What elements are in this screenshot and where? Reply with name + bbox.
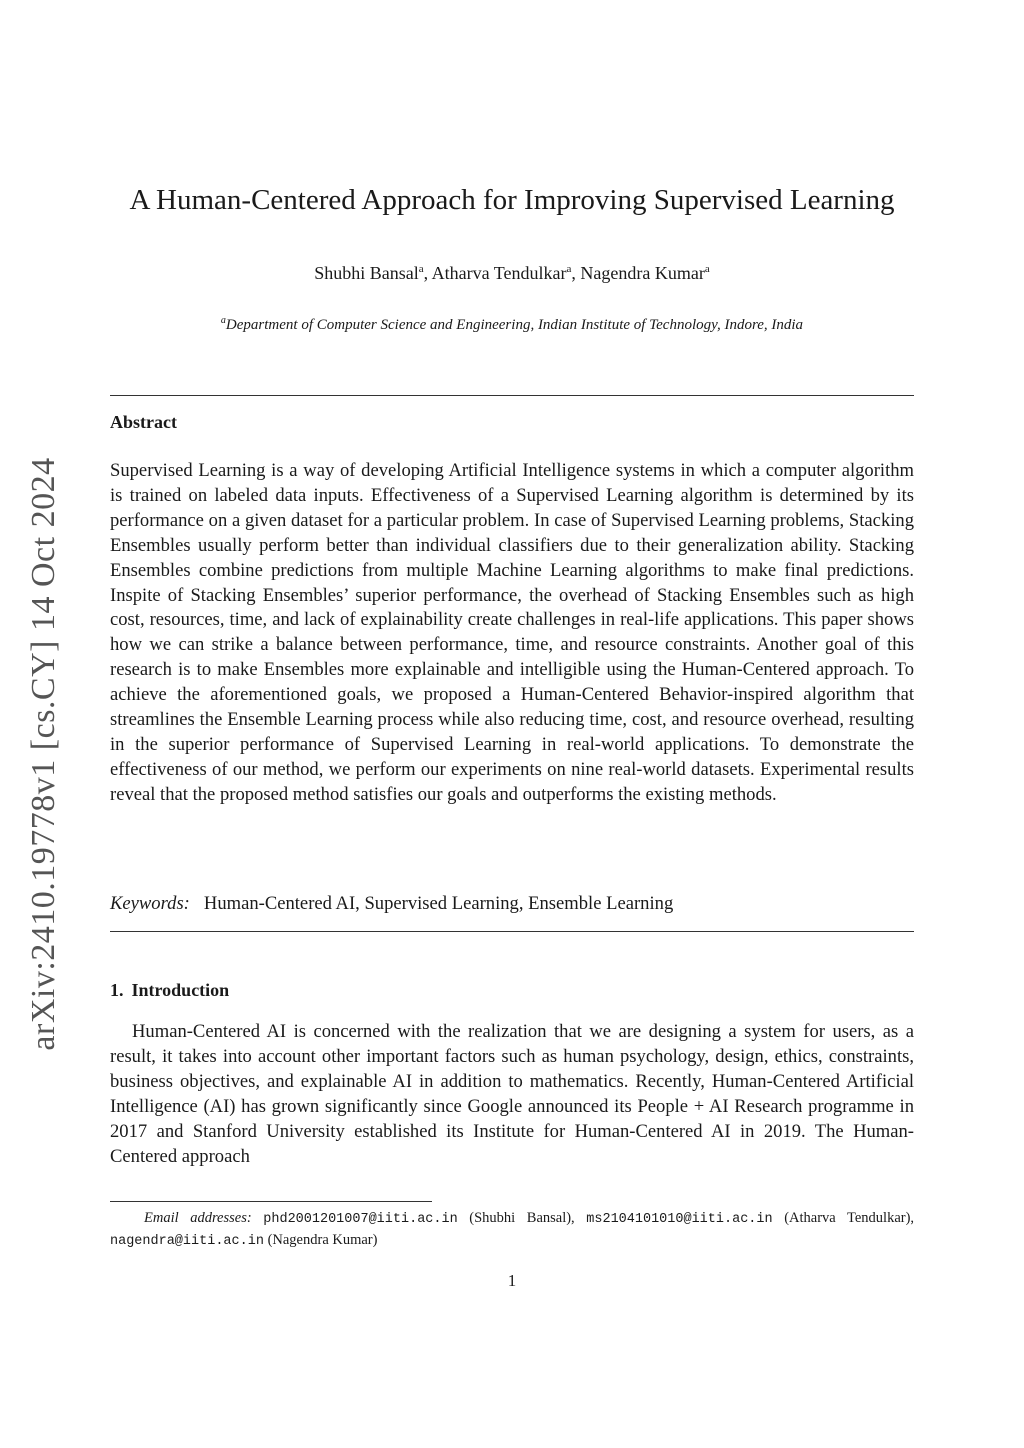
email-owner: (Shubhi Bansal),	[469, 1210, 575, 1226]
affiliation	[110, 315, 914, 334]
abstract-bottom-rule	[110, 931, 914, 932]
affiliation-text: Department of Computer Science and Engineering, Indian Institute of Technology, Indore, India	[225, 317, 804, 333]
introduction-text: Human-Centered AI is concerned with the realization that we are designing a system for users, as a result, it takes into account other important factors such as human psychology, design, ethics, constraints, business objectives, and explainable AI in addition to mathematics. Recently, Human-Centered Artificial Intelligence (AI) has grown significantly since Google announced its People + AI Research programme in 2017 and Stanford University established its Institute for Human-Centered AI in 2019. The Human-Centered approach	[110, 1021, 914, 1167]
section-number: 1.	[110, 980, 124, 1000]
affiliation-mark: a	[704, 263, 710, 275]
affiliation-mark: a	[220, 315, 226, 326]
author-list: Shubhi Bansal$^a$, Atharva Tendulkar$^a$, Nagendra Kumar$^a$	[314, 263, 710, 283]
email-footnote	[110, 1208, 914, 1252]
email-link[interactable]: phd2001201007@iiti.ac.in	[263, 1212, 458, 1227]
email-link[interactable]: ms2104101010@iiti.ac.in	[586, 1212, 773, 1227]
arxiv-identifier-stamp: arXiv:2410.19778v1 [cs.CY] 14 Oct 2024	[25, 457, 62, 1051]
keywords	[110, 893, 914, 915]
page-number: 1	[507, 1271, 517, 1290]
email-link[interactable]: nagendra@iiti.ac.in	[110, 1234, 264, 1249]
keywords-label: Keywords:	[110, 893, 190, 914]
paper-title: A Human-Centered Approach for Improving Supervised Learning	[129, 184, 895, 216]
section-title: Introduction	[131, 980, 230, 1000]
abstract-heading: Abstract	[110, 412, 177, 432]
section-heading-introduction	[110, 980, 229, 1001]
author-name: Nagendra Kumar	[580, 263, 705, 283]
keywords-text: Human-Centered AI, Supervised Learning, Ensemble Learning	[203, 893, 674, 914]
email-owner: (Atharva Tendulkar),	[784, 1210, 915, 1226]
author-name: Shubhi Bansal	[314, 263, 419, 283]
affiliation-mark: a	[418, 263, 424, 275]
footnote-label: Email addresses:	[144, 1210, 252, 1226]
footnote-rule	[110, 1201, 432, 1202]
email-owner: (Nagendra Kumar)	[267, 1232, 378, 1248]
author-name: Atharva Tendulkar	[431, 263, 567, 283]
abstract-text: Supervised Learning is a way of developing Artificial Intelligence systems in which a computer algorithm is trained on labeled data inputs. Effectiveness of a Supervised Learning algorithm is determined by its performance on a given dataset for a particular problem. In case of Supervised Learning problems, Stacking Ensembles usually perform better than individual classifiers due to their generalization ability. Stacking Ensembles combine predictions from multiple Machine Learning algorithms to make final predictions. Inspite of Stacking Ensembles’ superior performance, the overhead of Stacking Ensembles such as high cost, resources, time, and lack of explainability create challenges in real-life applications. This paper shows how we can strike a balance between performance, time, and resource constraints. Another goal of this research is to make Ensembles more explainable and intelligible using the Human-Centered approach. To achieve the aforementioned goals, we proposed a Human-Centered Behavior-inspired algorithm that streamlines the Ensemble Learning process while also reducing time, cost, and resource overhead, resulting in the superior performance of Supervised Learning in real-world applications. To demonstrate the effectiveness of our method, we perform our experiments on nine real-world datasets. Experimental results reveal that the proposed method satisfies our goals and outperforms the existing methods.	[110, 460, 914, 805]
affiliation-mark: a	[566, 263, 572, 275]
abstract-top-rule	[110, 395, 914, 396]
